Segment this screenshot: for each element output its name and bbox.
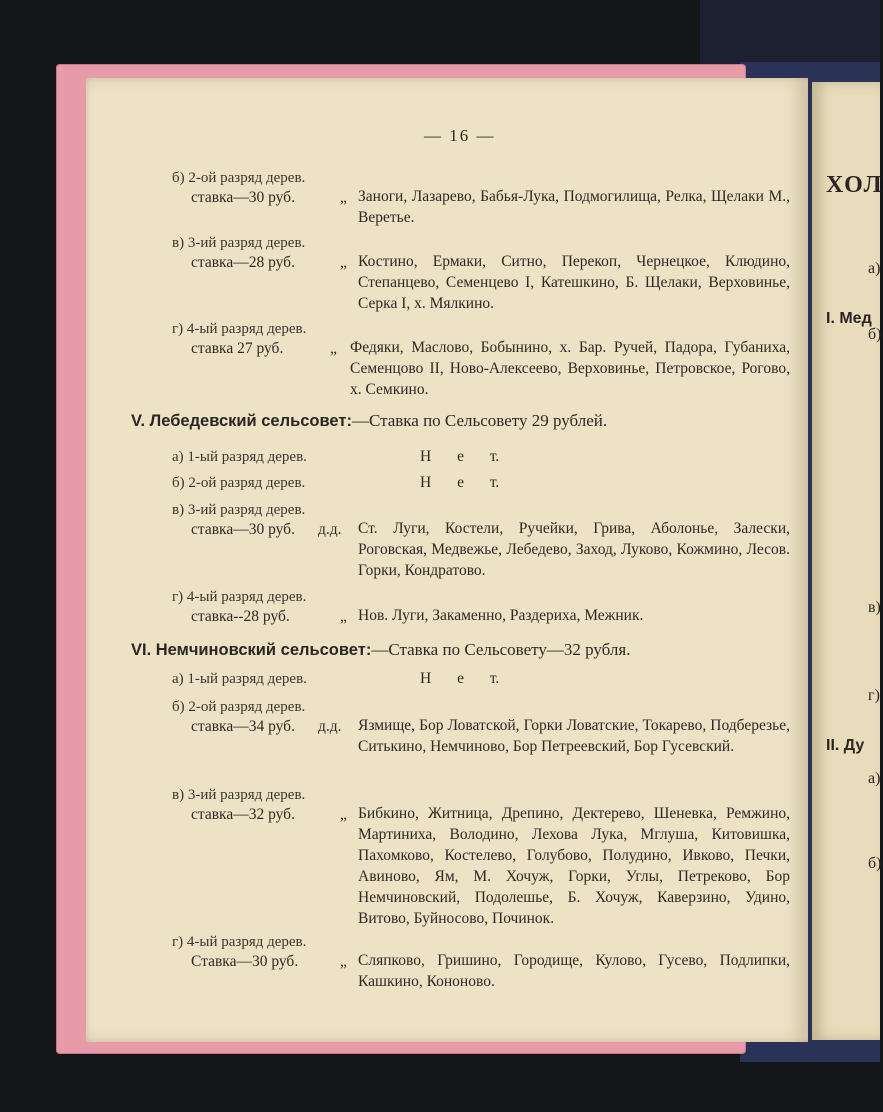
village-list: Язмище, Бор Ловатской, Горки Ловатские, Токарево, Подберезье, Ситькино, Немчиново, Бор Петреевский, Бор Гусевский. [358,717,790,755]
rate-label: ставка—28 руб. [191,254,295,271]
category-label: в) 3-ий разряд дерев. [172,235,306,251]
ditto-mark: „ [330,340,337,357]
ditto-mark: д.д. [318,718,342,735]
village-list: Костино, Ермаки, Ситно, Перекоп, Чернецкое, Клюдино, Степанцево, Семенцево I, Катешкино, Б. Щелаки, Верховинье, Серка I, х. Мялкино. [358,253,790,312]
rate-label: ставка 27 руб. [191,340,284,357]
rate-label: ставка—34 руб. [191,718,295,735]
section-heading [131,411,607,432]
rate-label: ставка—30 руб. [191,189,295,206]
facing-page [812,82,883,1040]
category-label: в) 3-ий разряд дерев. [172,787,306,803]
ditto-mark: д.д. [318,521,342,538]
category-label: г) 4-ый разряд дерев. [172,589,307,605]
facing-letter: б) [868,326,882,343]
ditto-mark: „ [340,608,347,625]
facing-heading-1: I. Мед [826,310,872,327]
ditto-mark: „ [340,254,347,271]
none-note: Н е т. [420,448,500,465]
ditto-mark: „ [340,189,347,206]
rate-label: ставка—30 руб. [191,521,295,538]
page-number: — 16 — [424,126,496,145]
ditto-mark: „ [340,806,347,823]
facing-page-title: ХОЛ [826,172,883,198]
category-label: б) 2-ой разряд дерев. [172,699,306,715]
section-rate: —Ставка по Сельсовету—32 рубля. [371,640,631,659]
village-list: Нов. Луги, Закаменно, Раздериха, Межник. [358,607,644,624]
village-list: Бибкино, Житница, Дрепино, Дектерево, Шеневка, Ремжино, Мартиниха, Володино, Лехова Лука, Мглуша, Китовишка, Пахомково, Костелево, Голубово, Полудино, Ивково, Печки, Авиново, Ям, М. Хочуж, Горки, Углы, Петреково, Бор Немчиновский, Подолешье, Б. Хочуж, Каверзино, Удино, Витово, Буйносово, Починок. [358,805,790,927]
village-list: Ст. Луги, Костели, Ручейки, Грива, Аболонье, Залески, Роговская, Медвежье, Лебедево, Заход, Луково, Кожмино, Лесов. Горки, Кондратово. [358,520,790,579]
facing-letter: а) [868,260,881,277]
section-title: VI. Немчиновский сельсовет: [131,641,372,659]
village-list: Заноги, Лазарево, Бабья-Лука, Подмогилища, Релка, Щелаки М., Веретье. [358,188,790,226]
category-label: г) 4-ый разряд дерев. [172,934,307,950]
rate-label: Ставка—30 руб. [191,953,299,970]
section-title: V. Лебедевский сельсовет: [131,412,352,430]
facing-heading-2: II. Ду [826,737,865,754]
ditto-mark: „ [340,953,347,970]
section-rate: —Ставка по Сельсовету 29 рублей. [351,411,608,430]
rate-label: ставка--28 руб. [191,608,290,625]
category-label: б) 2-ой разряд дерев. [172,475,306,491]
section-heading [131,640,630,661]
facing-letter: а) [868,770,881,787]
facing-letter: г) [868,687,880,704]
category-label: б) 2-ой разряд дерев. [172,170,306,186]
category-label: а) 1-ый разряд дерев. [172,671,307,687]
category-label: г) 4-ый разряд дерев. [172,321,307,337]
none-note: Н е т. [420,670,500,687]
category-label: а) 1-ый разряд дерев. [172,449,307,465]
village-list: Сляпково, Гришино, Городище, Кулово, Гусево, Подлипки, Кашкино, Кононово. [358,952,790,990]
village-list: Федяки, Маслово, Бобынино, х. Бар. Ручей, Падора, Губаниха, Семенцово II, Ново-Алексеево, Верховинье, Петровское, Рогово, х. Семкино. [350,339,790,398]
rate-label: ставка—32 руб. [191,806,295,823]
none-note: Н е т. [420,474,500,491]
facing-letter: б) [868,855,882,872]
category-label: в) 3-ий разряд дерев. [172,502,306,518]
facing-letter: в) [868,599,881,616]
